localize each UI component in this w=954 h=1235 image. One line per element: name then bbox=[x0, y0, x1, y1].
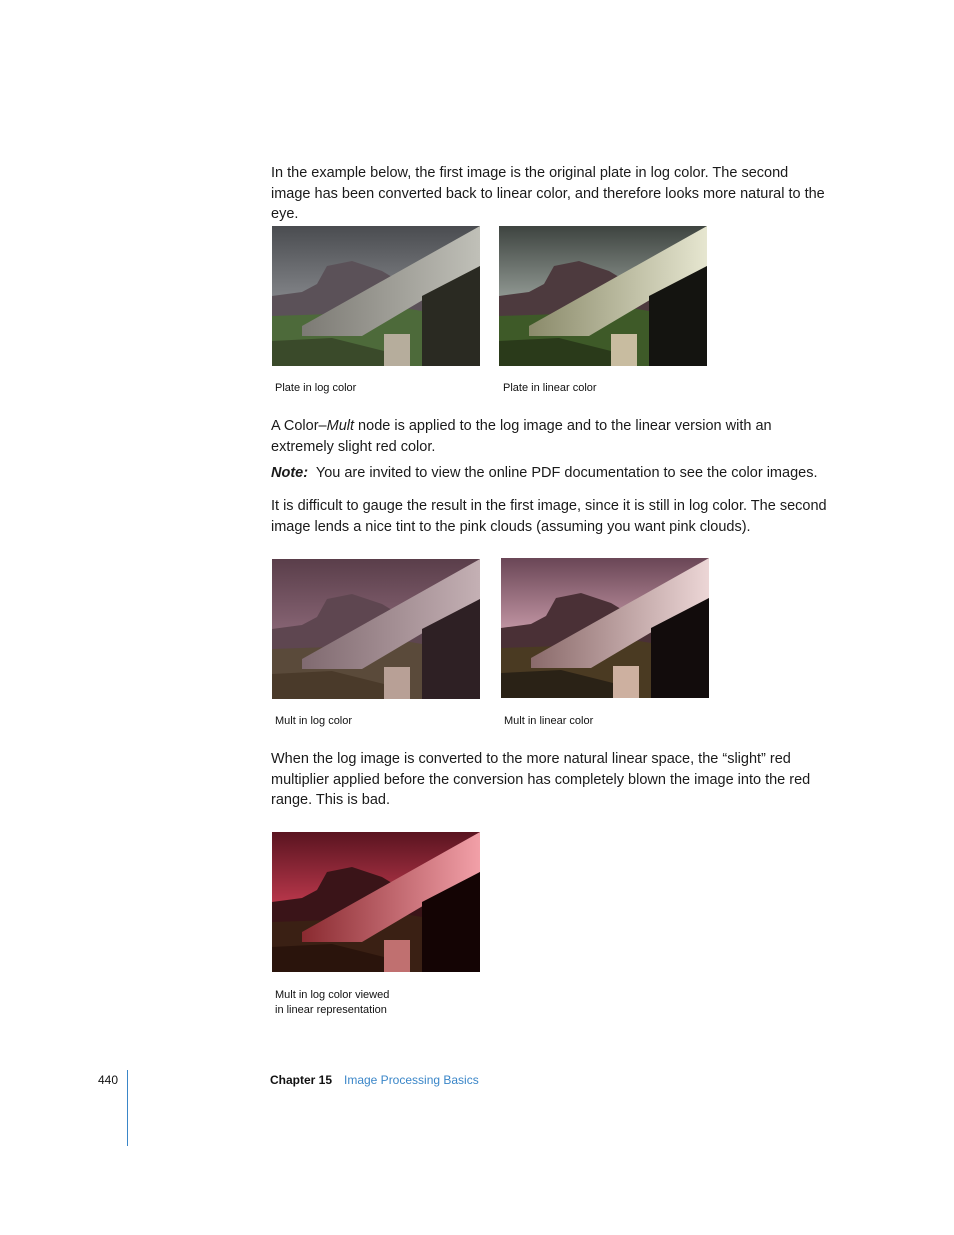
mult-text-after: node is applied to the log image and to the linear version with an extremely slight red color. bbox=[271, 418, 772, 455]
note-text: You are invited to view the online PDF documentation to see the color images. bbox=[308, 465, 818, 481]
mult-paragraph bbox=[271, 416, 831, 457]
caption-mult-linear: Mult in linear color bbox=[504, 715, 594, 727]
page-number: 440 bbox=[98, 1073, 119, 1087]
footer-rule bbox=[127, 1070, 128, 1146]
mult-text-italic: Mult bbox=[326, 418, 355, 434]
photo-plate-log bbox=[272, 226, 480, 366]
footer-chapter-title: Image Processing Basics bbox=[344, 1073, 479, 1087]
difficult-paragraph: It is difficult to gauge the result in the first image, since it is still in log color. The second image lends a nice tint to the pink clouds (assuming you want pink clouds). bbox=[271, 498, 827, 535]
caption-line-2: in linear representation bbox=[275, 1004, 387, 1016]
photo-plate-linear bbox=[499, 226, 707, 366]
footer-chapter: Chapter 15 bbox=[270, 1073, 333, 1087]
photo-mult-log bbox=[272, 559, 480, 699]
intro-paragraph: In the example below, the first image is the original plate in log color. The second image has been converted back to linear color, and therefore looks more natural to the eye. bbox=[271, 165, 825, 222]
conclusion-paragraph: When the log image is converted to the more natural linear space, the “slight” red multiplier applied before the conversion has completely blown the image into the red range. This is bad. bbox=[271, 751, 811, 808]
caption-plate-linear: Plate in linear color bbox=[503, 382, 597, 394]
caption-plate-log: Plate in log color bbox=[275, 382, 357, 394]
photo-mult-linear bbox=[501, 558, 709, 698]
caption-line-1: Mult in log color viewed bbox=[275, 989, 390, 1001]
caption-mult-log-viewed-linear bbox=[275, 988, 389, 1018]
caption-mult-log: Mult in log color bbox=[275, 715, 353, 727]
photo-mult-log-viewed-linear bbox=[272, 832, 480, 972]
mult-text-before: A Color– bbox=[271, 418, 327, 434]
note-paragraph bbox=[271, 463, 831, 484]
note-label: Note: bbox=[271, 465, 309, 481]
